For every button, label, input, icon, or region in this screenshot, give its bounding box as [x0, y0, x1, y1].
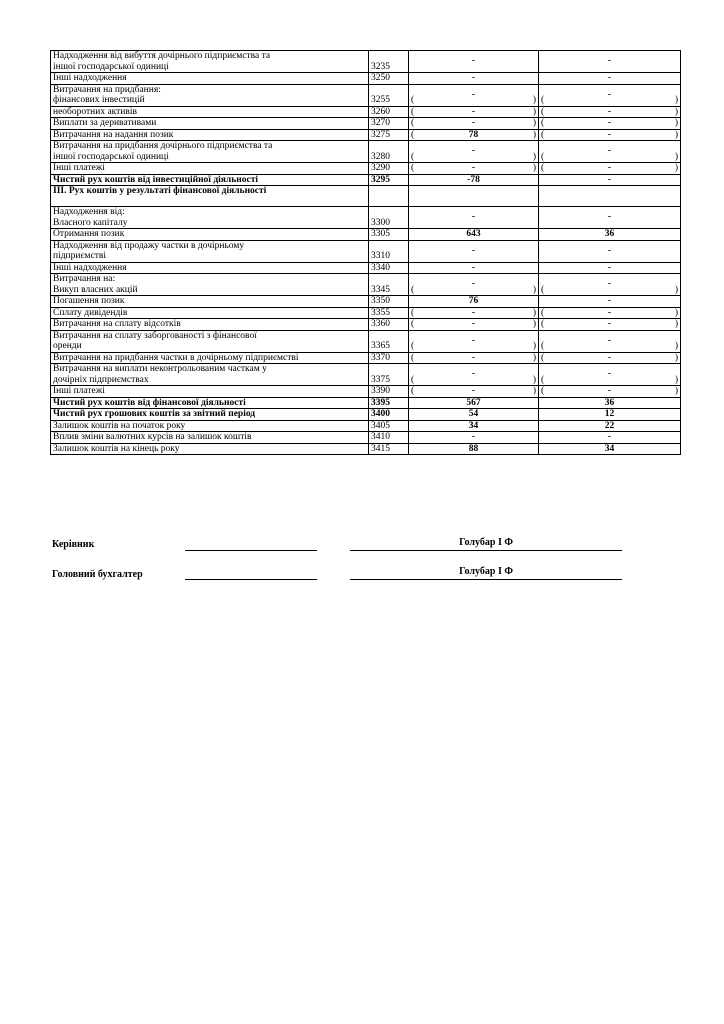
- close-paren: ): [532, 118, 536, 128]
- row-label: [51, 274, 369, 296]
- cell-value: -: [607, 73, 612, 83]
- table-row: [51, 409, 681, 421]
- row-label-line: Погашення позик: [53, 296, 125, 306]
- table-row: [51, 364, 681, 386]
- row-label: [51, 397, 369, 409]
- open-paren: (: [541, 129, 545, 140]
- cell-value: -: [607, 386, 612, 396]
- row-code: 3355: [369, 307, 409, 319]
- previous-period-value: [539, 129, 681, 141]
- empty-cell: [539, 186, 681, 207]
- accountant-signature-line: [185, 579, 317, 580]
- open-paren: (: [411, 386, 415, 396]
- current-period-value: [409, 240, 539, 262]
- cell-value: -: [471, 212, 476, 223]
- row-label: [51, 207, 369, 229]
- row-label: [51, 352, 369, 364]
- cell-value: 34: [604, 443, 615, 454]
- table-row: [51, 296, 681, 308]
- row-label: [51, 443, 369, 455]
- cell-value: -: [471, 73, 476, 83]
- current-period-value: [409, 118, 539, 130]
- open-paren: (: [541, 352, 545, 363]
- current-period-value: [409, 420, 539, 432]
- row-label-line: Залишок коштів на початок року: [53, 420, 186, 431]
- current-period-value: [409, 141, 539, 163]
- open-paren: (: [411, 341, 415, 351]
- cell-value: -: [471, 56, 476, 67]
- open-paren: (: [541, 95, 545, 105]
- previous-period-value: [539, 240, 681, 262]
- previous-period-value: [539, 141, 681, 163]
- close-paren: ): [674, 374, 678, 385]
- row-label-line: Витрачання на придбання частки в дочірньому підприємстві: [53, 352, 299, 363]
- row-label: [51, 174, 369, 186]
- row-label: [51, 364, 369, 386]
- cell-value: -: [607, 118, 612, 128]
- close-paren: ): [674, 284, 678, 295]
- current-period-value: [409, 319, 539, 331]
- close-paren: ): [532, 151, 536, 162]
- row-label-line: Чистий рух коштів від інвестиційної діяльності: [53, 174, 259, 185]
- open-paren: (: [541, 374, 545, 385]
- close-paren: ): [674, 386, 678, 396]
- close-paren: ): [674, 95, 678, 105]
- cell-value: -: [607, 212, 612, 223]
- open-paren: (: [411, 319, 415, 329]
- cell-value: -: [607, 307, 612, 318]
- table-row: [51, 432, 681, 444]
- open-paren: (: [411, 284, 415, 295]
- row-label: [51, 432, 369, 444]
- row-code: 3410: [369, 432, 409, 444]
- row-code: 3295: [369, 174, 409, 186]
- table-row: [51, 386, 681, 398]
- cell-value: -: [471, 245, 476, 256]
- close-paren: ): [674, 151, 678, 162]
- row-label: [51, 307, 369, 319]
- previous-period-value: [539, 307, 681, 319]
- cell-value: -: [471, 118, 476, 128]
- cell-value: -: [471, 335, 476, 346]
- row-label-line: необоротних активів: [53, 106, 138, 117]
- close-paren: ): [674, 341, 678, 351]
- close-paren: ): [532, 284, 536, 295]
- cell-value: -: [471, 319, 476, 329]
- row-label-line: іншої господарської одиниці: [53, 61, 169, 72]
- row-code: 3390: [369, 386, 409, 398]
- row-code: 3370: [369, 352, 409, 364]
- current-period-value: [409, 409, 539, 421]
- empty-cell: [369, 186, 409, 207]
- table-row: [51, 174, 681, 186]
- row-label-line: Власного капіталу: [53, 217, 128, 228]
- close-paren: ): [674, 319, 678, 329]
- open-paren: (: [411, 129, 415, 140]
- cell-value: 88: [468, 443, 479, 454]
- row-label-line: Витрачання на придбання дочірнього підприємства та: [53, 141, 273, 151]
- row-label: [51, 296, 369, 308]
- open-paren: (: [411, 118, 415, 128]
- open-paren: (: [411, 374, 415, 385]
- previous-period-value: [539, 386, 681, 398]
- row-code: 3235: [369, 51, 409, 73]
- cell-value: -: [471, 262, 476, 273]
- row-code: 3415: [369, 443, 409, 455]
- cell-value: -: [607, 245, 612, 256]
- close-paren: ): [674, 307, 678, 318]
- cell-value: 34: [468, 420, 479, 431]
- row-label: [51, 409, 369, 421]
- cell-value: -: [607, 352, 612, 363]
- row-label: [51, 129, 369, 141]
- open-paren: (: [411, 151, 415, 162]
- row-code: 3395: [369, 397, 409, 409]
- table-row: [51, 319, 681, 331]
- close-paren: ): [532, 307, 536, 318]
- current-period-value: [409, 207, 539, 229]
- row-label-line: Надходження від:: [53, 207, 125, 217]
- table-row: [51, 186, 681, 207]
- row-code: 3375: [369, 364, 409, 386]
- row-label-line: Інші платежі: [53, 386, 105, 396]
- table-row: [51, 129, 681, 141]
- table-row: [51, 51, 681, 73]
- row-label: [51, 73, 369, 85]
- row-label: [51, 330, 369, 352]
- cell-value: 36: [604, 397, 615, 408]
- table-row: [51, 240, 681, 262]
- open-paren: (: [541, 386, 545, 396]
- current-period-value: [409, 73, 539, 85]
- row-label-line: Викуп власних акцій: [53, 284, 138, 295]
- close-paren: ): [674, 163, 678, 173]
- previous-period-value: [539, 163, 681, 175]
- cash-flow-table: [50, 50, 681, 455]
- previous-period-value: [539, 51, 681, 73]
- close-paren: ): [532, 106, 536, 117]
- previous-period-value: [539, 274, 681, 296]
- current-period-value: [409, 274, 539, 296]
- table-row: [51, 330, 681, 352]
- open-paren: (: [541, 151, 545, 162]
- cell-value: 567: [466, 397, 481, 408]
- row-code: 3405: [369, 420, 409, 432]
- cell-value: -: [471, 89, 476, 100]
- row-code: 3310: [369, 240, 409, 262]
- current-period-value: [409, 84, 539, 106]
- current-period-value: [409, 129, 539, 141]
- current-period-value: [409, 51, 539, 73]
- director-name: Голубар І Ф: [459, 537, 513, 548]
- row-label: [51, 386, 369, 398]
- row-label: [51, 319, 369, 331]
- close-paren: ): [674, 106, 678, 117]
- cell-value: 12: [604, 409, 615, 419]
- current-period-value: [409, 386, 539, 398]
- previous-period-value: [539, 443, 681, 455]
- open-paren: (: [541, 284, 545, 295]
- cell-value: -: [471, 369, 476, 380]
- current-period-value: [409, 106, 539, 118]
- current-period-value: [409, 364, 539, 386]
- open-paren: (: [541, 106, 545, 117]
- table-row: [51, 84, 681, 106]
- cell-value: 22: [604, 420, 615, 431]
- row-code: 3305: [369, 229, 409, 241]
- row-label-line: Витрачання на:: [53, 274, 116, 284]
- cell-value: -78: [467, 174, 480, 185]
- row-label-line: дочірніх підприємствах: [53, 374, 149, 385]
- director-signature-line: [185, 550, 317, 551]
- previous-period-value: [539, 207, 681, 229]
- row-code: 3345: [369, 274, 409, 296]
- previous-period-value: [539, 409, 681, 421]
- row-code: 3340: [369, 262, 409, 274]
- cell-value: -: [607, 106, 612, 117]
- open-paren: (: [541, 341, 545, 351]
- previous-period-value: [539, 397, 681, 409]
- row-label-line: Надходження від продажу частки в дочірньому: [53, 240, 245, 251]
- open-paren: (: [411, 352, 415, 363]
- current-period-value: [409, 174, 539, 186]
- table-row: [51, 307, 681, 319]
- cell-value: -: [607, 335, 612, 346]
- row-code: 3360: [369, 319, 409, 331]
- row-label-line: Витрачання на надання позик: [53, 129, 174, 140]
- previous-period-value: [539, 106, 681, 118]
- open-paren: (: [541, 307, 545, 318]
- previous-period-value: [539, 319, 681, 331]
- row-code: 3365: [369, 330, 409, 352]
- cell-value: -: [471, 279, 476, 290]
- current-period-value: [409, 296, 539, 308]
- cell-value: 54: [468, 409, 479, 419]
- row-label-line: Інші надходження: [53, 73, 127, 83]
- table-row: [51, 106, 681, 118]
- row-code: 3290: [369, 163, 409, 175]
- table-row: [51, 443, 681, 455]
- row-label: [51, 106, 369, 118]
- row-label-line: Витрачання на сплату заборгованості з фінансової: [53, 330, 257, 341]
- cell-value: -: [607, 129, 612, 140]
- previous-period-value: [539, 420, 681, 432]
- previous-period-value: [539, 262, 681, 274]
- current-period-value: [409, 229, 539, 241]
- row-label: [51, 420, 369, 432]
- row-label-line: Чистий рух коштів від фінансової діяльності: [53, 397, 246, 408]
- cell-value: -: [471, 146, 476, 157]
- row-label: [51, 118, 369, 130]
- row-label-line: Виплати за деривативами: [53, 118, 157, 128]
- current-period-value: [409, 262, 539, 274]
- previous-period-value: [539, 296, 681, 308]
- row-label-line: Витрачання на сплату відсотків: [53, 319, 181, 329]
- cell-value: -: [607, 296, 612, 306]
- close-paren: ): [532, 341, 536, 351]
- current-period-value: [409, 330, 539, 352]
- table-row: [51, 262, 681, 274]
- open-paren: (: [541, 319, 545, 329]
- cell-value: 36: [604, 229, 615, 239]
- previous-period-value: [539, 229, 681, 241]
- current-period-value: [409, 397, 539, 409]
- accountant-label: Головний бухгалтер: [52, 569, 143, 580]
- cell-value: 643: [466, 229, 481, 239]
- row-code: 3300: [369, 207, 409, 229]
- cell-value: -: [607, 174, 612, 185]
- close-paren: ): [532, 352, 536, 363]
- row-label-line: Чистий рух грошових коштів за звітний період: [53, 409, 256, 419]
- close-paren: ): [532, 163, 536, 173]
- close-paren: ): [674, 352, 678, 363]
- open-paren: (: [411, 106, 415, 117]
- row-label: [51, 84, 369, 106]
- open-paren: (: [541, 118, 545, 128]
- row-code: 3250: [369, 73, 409, 85]
- table-row: [51, 118, 681, 130]
- row-label-line: Надходження від вибуття дочірнього підприємства та: [53, 51, 271, 61]
- row-code: 3270: [369, 118, 409, 130]
- current-period-value: [409, 443, 539, 455]
- row-code: 3275: [369, 129, 409, 141]
- close-paren: ): [674, 129, 678, 140]
- row-code: 3350: [369, 296, 409, 308]
- cell-value: -: [607, 89, 612, 100]
- table-row: [51, 420, 681, 432]
- cell-value: -: [607, 146, 612, 157]
- director-name-line: [350, 550, 622, 551]
- previous-period-value: [539, 432, 681, 444]
- row-label-line: Отримання позик: [53, 229, 125, 239]
- cell-value: 76: [468, 296, 479, 306]
- row-label-line: іншої господарської одиниці: [53, 151, 169, 162]
- table-row: [51, 73, 681, 85]
- table-row: [51, 207, 681, 229]
- row-code: 3400: [369, 409, 409, 421]
- open-paren: (: [541, 163, 545, 173]
- previous-period-value: [539, 364, 681, 386]
- current-period-value: [409, 432, 539, 444]
- previous-period-value: [539, 84, 681, 106]
- current-period-value: [409, 307, 539, 319]
- open-paren: (: [411, 163, 415, 173]
- close-paren: ): [532, 95, 536, 105]
- current-period-value: [409, 163, 539, 175]
- cell-value: -: [607, 279, 612, 290]
- row-label: [51, 51, 369, 73]
- cell-value: -: [471, 163, 476, 173]
- previous-period-value: [539, 174, 681, 186]
- row-label-line: Витрачання на придбання:: [53, 84, 161, 95]
- row-label-line: оренди: [53, 341, 82, 351]
- accountant-name: Голубар І Ф: [459, 566, 513, 577]
- previous-period-value: [539, 352, 681, 364]
- row-label: [51, 141, 369, 163]
- previous-period-value: [539, 330, 681, 352]
- close-paren: ): [532, 374, 536, 385]
- row-label: [51, 262, 369, 274]
- cell-value: -: [607, 319, 612, 329]
- open-paren: (: [411, 307, 415, 318]
- table-row: [51, 352, 681, 364]
- row-label-line: Інші надходження: [53, 262, 127, 273]
- row-label: [51, 229, 369, 241]
- row-label: [51, 240, 369, 262]
- cell-value: -: [471, 307, 476, 318]
- row-label-line: Сплату дивідендів: [53, 307, 128, 318]
- empty-cell: [409, 186, 539, 207]
- row-label-line: фінансових інвестицій: [53, 95, 145, 105]
- close-paren: ): [532, 386, 536, 396]
- cell-value: -: [607, 262, 612, 273]
- table-row: [51, 163, 681, 175]
- table-row: [51, 397, 681, 409]
- row-label-line: Залишок коштів на кінець року: [53, 443, 180, 454]
- accountant-name-line: [350, 579, 622, 580]
- cell-value: -: [471, 352, 476, 363]
- cell-value: -: [471, 432, 476, 442]
- row-label-line: підприємстві: [53, 251, 107, 261]
- row-label-line: Інші платежі: [53, 163, 105, 173]
- cell-value: -: [607, 369, 612, 380]
- cell-value: 78: [468, 129, 479, 140]
- row-label-line: Вплив зміни валютних курсів на залишок коштів: [53, 432, 252, 442]
- cell-value: -: [607, 163, 612, 173]
- section-heading: III. Рух коштів у результаті фінансової діяльності: [51, 186, 369, 207]
- row-code: 3255: [369, 84, 409, 106]
- table-row: [51, 274, 681, 296]
- previous-period-value: [539, 73, 681, 85]
- current-period-value: [409, 352, 539, 364]
- row-code: 3260: [369, 106, 409, 118]
- close-paren: ): [532, 319, 536, 329]
- table-row: [51, 141, 681, 163]
- cell-value: -: [607, 56, 612, 67]
- row-label-line: Витрачання на виплати неконтрольованим часткам у: [53, 364, 267, 374]
- row-label: [51, 163, 369, 175]
- previous-period-value: [539, 118, 681, 130]
- open-paren: (: [411, 95, 415, 105]
- cell-value: -: [471, 106, 476, 117]
- cell-value: -: [471, 386, 476, 396]
- cell-value: -: [607, 432, 612, 442]
- close-paren: ): [674, 118, 678, 128]
- close-paren: ): [532, 129, 536, 140]
- director-label: Керівник: [52, 539, 95, 550]
- row-code: 3280: [369, 141, 409, 163]
- table-row: [51, 229, 681, 241]
